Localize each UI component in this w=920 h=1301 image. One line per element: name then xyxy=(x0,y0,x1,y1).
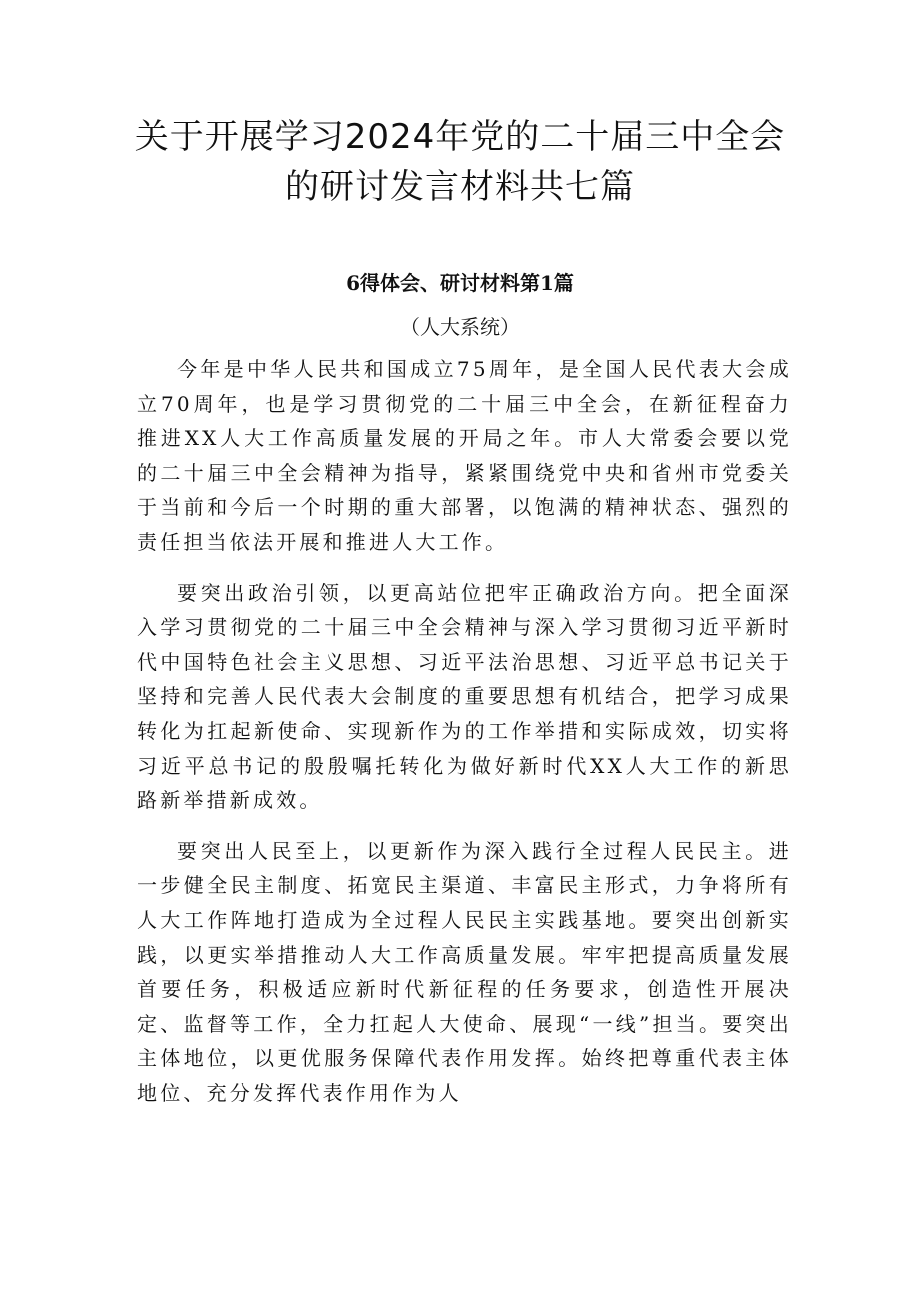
document-body xyxy=(137,352,792,1126)
document-title xyxy=(100,112,820,212)
body-paragraph-2: 要突出政治引领，以更高站位把牢正确政治方向。把全面深入学习贯彻党的二十届三中全会精神与深入学习贯彻习近平新时代中国特色社会主义思想、习近平法治思想、习近平总书记关于坚持和完善人民代表大会制度的重要思想有机结合，把学习成果转化为扛起新使命、实现新作为的工作举措和实际成效，切实将习近平总书记的殷殷嘱托转化为做好新时代XX人大工作的新思路新举措新成效。 xyxy=(137,580,792,813)
body-paragraph-1: 今年是中华人民共和国成立75周年，是全国人民代表大会成立70周年，也是学习贯彻党的二十届三中全会，在新征程奋力推进XX人大工作高质量发展的开局之年。市人大常委会要以党的二十届三中全会精神为指导，紧紧围绕党中央和省州市党委关于当前和今后一个时期的重大部署，以饱满的精神状态、强烈的责任担当依法开展和推进人大工作。 xyxy=(137,357,792,554)
section-organization: （人大系统） xyxy=(400,315,520,339)
section-subtitle: 6得体会、研讨材料第1篇 xyxy=(346,271,574,295)
body-paragraph-3: 要突出人民至上，以更新作为深入践行全过程人民民主。进一步健全民主制度、拓宽民主渠道、丰富民主形式，力争将所有人大工作阵地打造成为全过程人民民主实践基地。要突出创新实践，以更实举措推动人大工作高质量发展。牢牢把提高质量发展首要任务，积极适应新时代新征程的任务要求，创造性开展决定、监督等工作，全力扛起人大使命、展现“一线”担当。要突出主体地位，以更优服务保障代表作用发挥。始终把尊重代表主体地位、充分发挥代表作用作为人 xyxy=(137,838,792,1105)
document-title-line-1: 关于开展学习2024年党的二十届三中全会 xyxy=(134,117,786,157)
document-title-line-2: 的研讨发言材料共七篇 xyxy=(285,167,635,207)
